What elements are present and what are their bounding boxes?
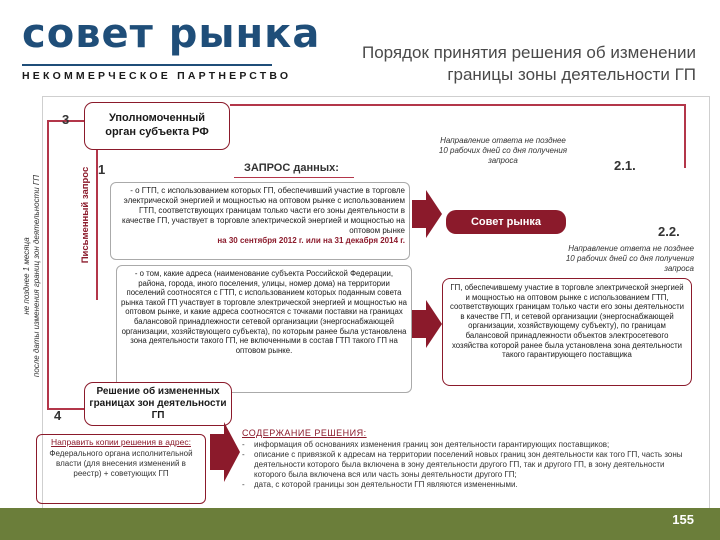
solution-item-2: - описание с привязкой к адресам на территории поселений новых границ зон деятельности как того ГП, часть зоны деятельности которого была включена в зону деятельности другого ГП, так и другого ГП, в зону деятельности которого была включена вся или часть зоны деятельности другого ГП; (242, 450, 694, 480)
solution-item-1: - информация об основаниях изменения границ зон деятельности гарантирующих поставщиков; (242, 440, 694, 450)
step-1: 1 (98, 162, 106, 177)
page-title (276, 42, 696, 86)
right-connector-line (684, 104, 686, 168)
page-title-line1: Порядок принятия решения об изменении (361, 43, 696, 62)
copies-block (36, 434, 206, 504)
logo-title: совет рынка (22, 11, 321, 57)
response-2-1: Направление ответа не позднее 10 рабочих дней со дня получения запроса (438, 136, 568, 165)
authority-line2: орган субъекта РФ (105, 126, 209, 138)
top-connector-line (230, 104, 685, 106)
solution-item-3: - дата, с которой границы зон деятельности ГП являются измененными. (242, 480, 694, 490)
step-4: 4 (54, 408, 62, 423)
solution-title: СОДЕРЖАНИЕ РЕШЕНИЯ: (242, 428, 367, 438)
arrow-to-solution-icon (210, 422, 240, 482)
gp-box-text: ГП, обеспечившему участие в торговле электрической энергией и мощностью на оптовом рынке с использованием ГТП, соответствующих границам только части его зоны деятельности в качестве ГП, и сетевой организации (энергоснабжающей организации, хозяйствующему субъекту), по границам балансовой принадлежности объектов электросетевого хозяйства которой ранее была установлена зона деятельности такого гарантирующего поставщика (449, 283, 684, 360)
step-3: 3 (62, 112, 70, 127)
request-item-2-text: - о том, какие адреса (наименование субъекта Российской Федерации, района, города, иного поселения, улицы, номер дома) на территории поселений соотносятся с ГТП, с использованием которых поданным совета рынка такой ГП участвует в торговле электрической энергией и мощностью на оптовом рынке, и какие адреса соотносятся с точками поставки на границах балансовой принадлежности сетевой организации (энергоснабжающей организации, хозяйствующего субъекта), по которым ранее была установлена зона деятельности такого ГП, не включенными в состав ГТП такого ГП на оптовом рынке. (121, 269, 407, 355)
left-to-decision-line (47, 408, 85, 410)
logo-subtitle: НЕКОММЕРЧЕСКОЕ ПАРТНЕРСТВО (22, 70, 292, 82)
deadline-label (22, 126, 42, 426)
authority-box (84, 102, 230, 150)
deadline-line2: после даты изменения границ зон деятельности ГП (32, 174, 41, 378)
left-connector-line (47, 120, 49, 410)
authority-line1: Уполномоченный (108, 112, 206, 124)
decision-text: Решение об измененных границах зон деятельности ГП (89, 386, 227, 421)
deadline-line1: не позднее 1 месяца (22, 237, 31, 315)
request-item-1-text: - о ГТП, с использованием которых ГП, обеспечивший участие в торговле электрической энергией и мощностью на оптовом рынке с использованием ГТП, соответствующих границам только части его зоны деятельности в качестве ГП, участвует в торговле электрической энергией и мощностью на оптовом рынке (122, 186, 405, 235)
arrow-to-gp-icon (412, 300, 442, 348)
page-title-line2: границы зоны деятельности ГП (447, 65, 696, 84)
logo-divider (22, 64, 272, 66)
solution-block (242, 428, 694, 490)
written-request-label: Письменный запрос (80, 166, 91, 264)
gp-box (442, 278, 692, 386)
request-title-underline (234, 177, 354, 178)
step-2-1: 2.1. (614, 158, 636, 173)
copies-title: Направить копии решения в адрес: (51, 437, 191, 447)
copies-text: Федерального органа исполнительной власти (для внесения изменений в реестр) + советующих ГП (49, 449, 193, 478)
request-item-1 (110, 182, 410, 260)
footer-bar (0, 508, 720, 540)
solution-list (242, 440, 694, 490)
request-title: ЗАПРОС данных: (244, 162, 339, 174)
decision-box (84, 382, 232, 426)
request-item-1-dates: на 30 сентября 2012 г. или на 31 декабря 2014 г. (217, 236, 405, 245)
page-number: 155 (672, 512, 694, 527)
request-item-2 (116, 265, 412, 393)
arrow-to-council-icon (412, 190, 442, 238)
step-2-2: 2.2. (658, 224, 680, 239)
market-council-box: Совет рынка (446, 210, 566, 234)
response-2-2: Направление ответа не позднее 10 рабочих дней со дня получения запроса (565, 244, 694, 273)
